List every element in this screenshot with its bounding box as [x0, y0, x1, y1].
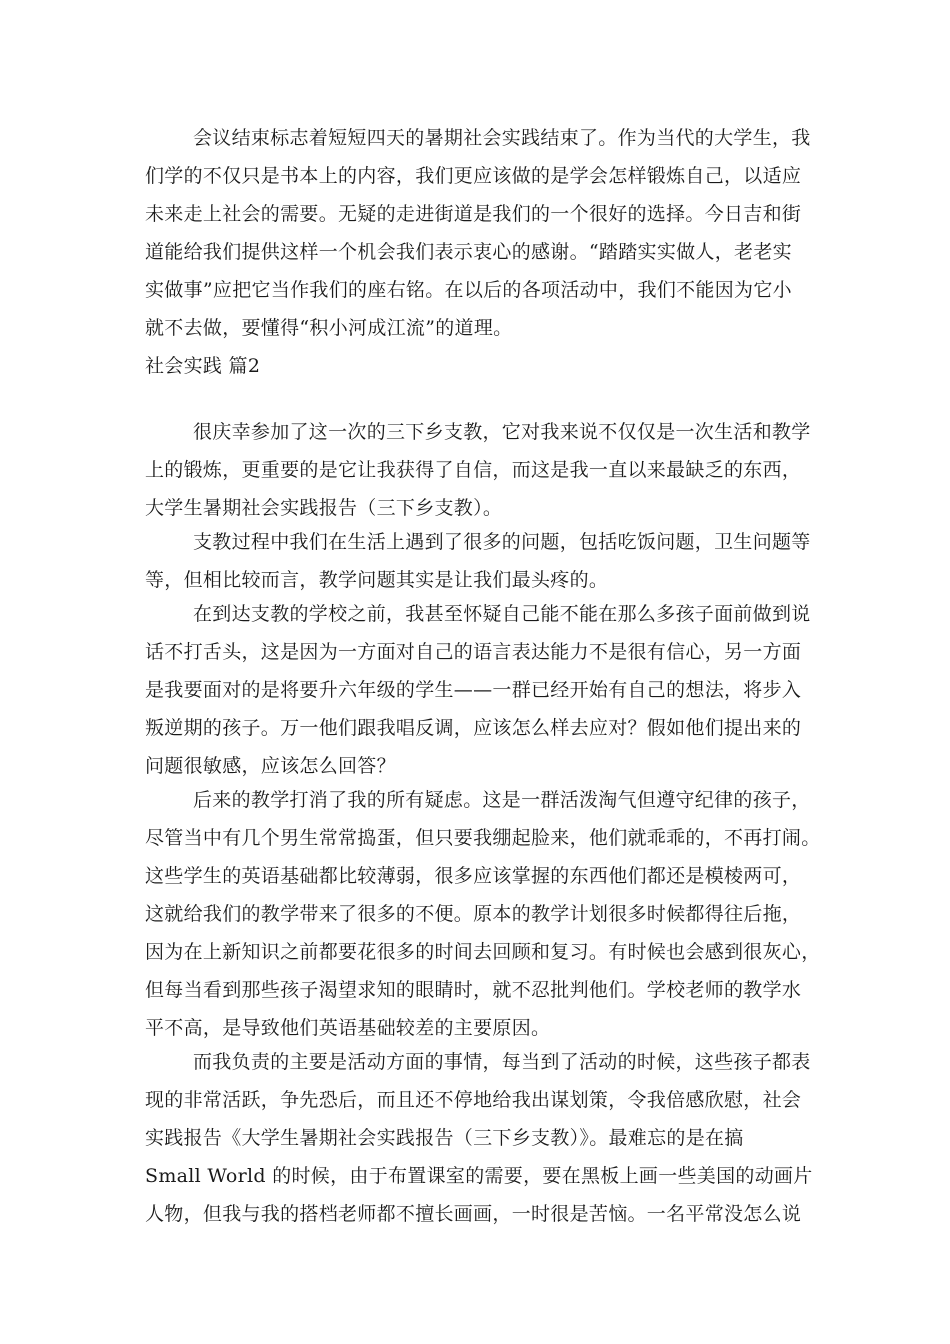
text-line: 道能给我们提供这样一个机会我们表示衷心的感谢。“踏踏实实做人，老老实 — [145, 241, 792, 263]
text-line: 是我要面对的是将要升六年级的学生——一群已经开始有自己的想法，将步入 — [145, 679, 802, 701]
text-line: 尽管当中有几个男生常常捣蛋，但只要我绷起脸来，他们就乖乖的，不再打闹。 — [145, 827, 821, 849]
text-line: 支教过程中我们在生活上遇到了很多的问题，包括吃饭问题，卫生问题等 — [193, 531, 811, 553]
text-line: 就不去做，要懂得“积小河成江流”的道理。 — [145, 317, 513, 339]
text-line: 这些学生的英语基础都比较薄弱，很多应该掌握的东西他们都还是模棱两可， — [145, 865, 802, 887]
text-line: 在到达支教的学校之前，我甚至怀疑自己能不能在那么多孩子面前做到说 — [193, 603, 811, 625]
text-line: 实践报告《大学生暑期社会实践报告（三下乡支教）》。最难忘的是在搞 — [145, 1127, 744, 1149]
text-line: 会议结束标志着短短四天的暑期社会实践结束了。作为当代的大学生，我 — [193, 127, 811, 149]
text-line: 人物，但我与我的搭档老师都不擅长画画，一时很是苦恼。一名平常没怎么说 — [145, 1203, 802, 1225]
text-line: 现的非常活跃，争先恐后，而且还不停地给我出谋划策，令我倍感欣慰，社会 — [145, 1089, 802, 1111]
text-line: 平不高，是导致他们英语基础较差的主要原因。 — [145, 1017, 551, 1039]
text-line: Small World 的时候，由于布置课室的需要，要在黑板上画一些美国的动画片 — [145, 1165, 813, 1187]
text-line: 等，但相比较而言，教学问题其实是让我们最头疼的。 — [145, 569, 609, 591]
text-line: 实做事”应把它当作我们的座右铭。在以后的各项活动中，我们不能因为它小 — [145, 279, 792, 301]
text-line: 大学生暑期社会实践报告（三下乡支教）。 — [145, 497, 503, 519]
text-line: 因为在上新知识之前都要花很多的时间去回顾和复习。有时候也会感到很灰心， — [145, 941, 821, 963]
text-line: 叛逆期的孩子。万一他们跟我唱反调，应该怎么样去应对？假如他们提出来的 — [145, 717, 802, 739]
text-line: 后来的教学打消了我的所有疑虑。这是一群活泼淘气但遵守纪律的孩子， — [193, 789, 811, 811]
text-line: 而我负责的主要是活动方面的事情，每当到了活动的时候，这些孩子都表 — [193, 1051, 811, 1073]
section-heading: 社会实践 篇2 — [145, 355, 261, 377]
text-line: 上的锻炼，更重要的是它让我获得了自信，而这是我一直以来最缺乏的东西， — [145, 459, 802, 481]
text-line: 但每当看到那些孩子渴望求知的眼睛时，就不忍批判他们。学校老师的教学水 — [145, 979, 802, 1001]
text-line: 们学的不仅只是书本上的内容，我们更应该做的是学会怎样锻炼自己，以适应 — [145, 165, 802, 187]
text-line: 未来走上社会的需要。无疑的走进街道是我们的一个很好的选择。今日吉和街 — [145, 203, 802, 225]
text-line: 很庆幸参加了这一次的三下乡支教，它对我来说不仅仅是一次生活和教学 — [193, 421, 811, 443]
text-line: 问题很敏感，应该怎么回答？ — [145, 755, 396, 777]
text-line: 话不打舌头，这是因为一方面对自己的语言表达能力不是很有信心，另一方面 — [145, 641, 802, 663]
text-line: 这就给我们的教学带来了很多的不便。原本的教学计划很多时候都得往后拖， — [145, 903, 802, 925]
